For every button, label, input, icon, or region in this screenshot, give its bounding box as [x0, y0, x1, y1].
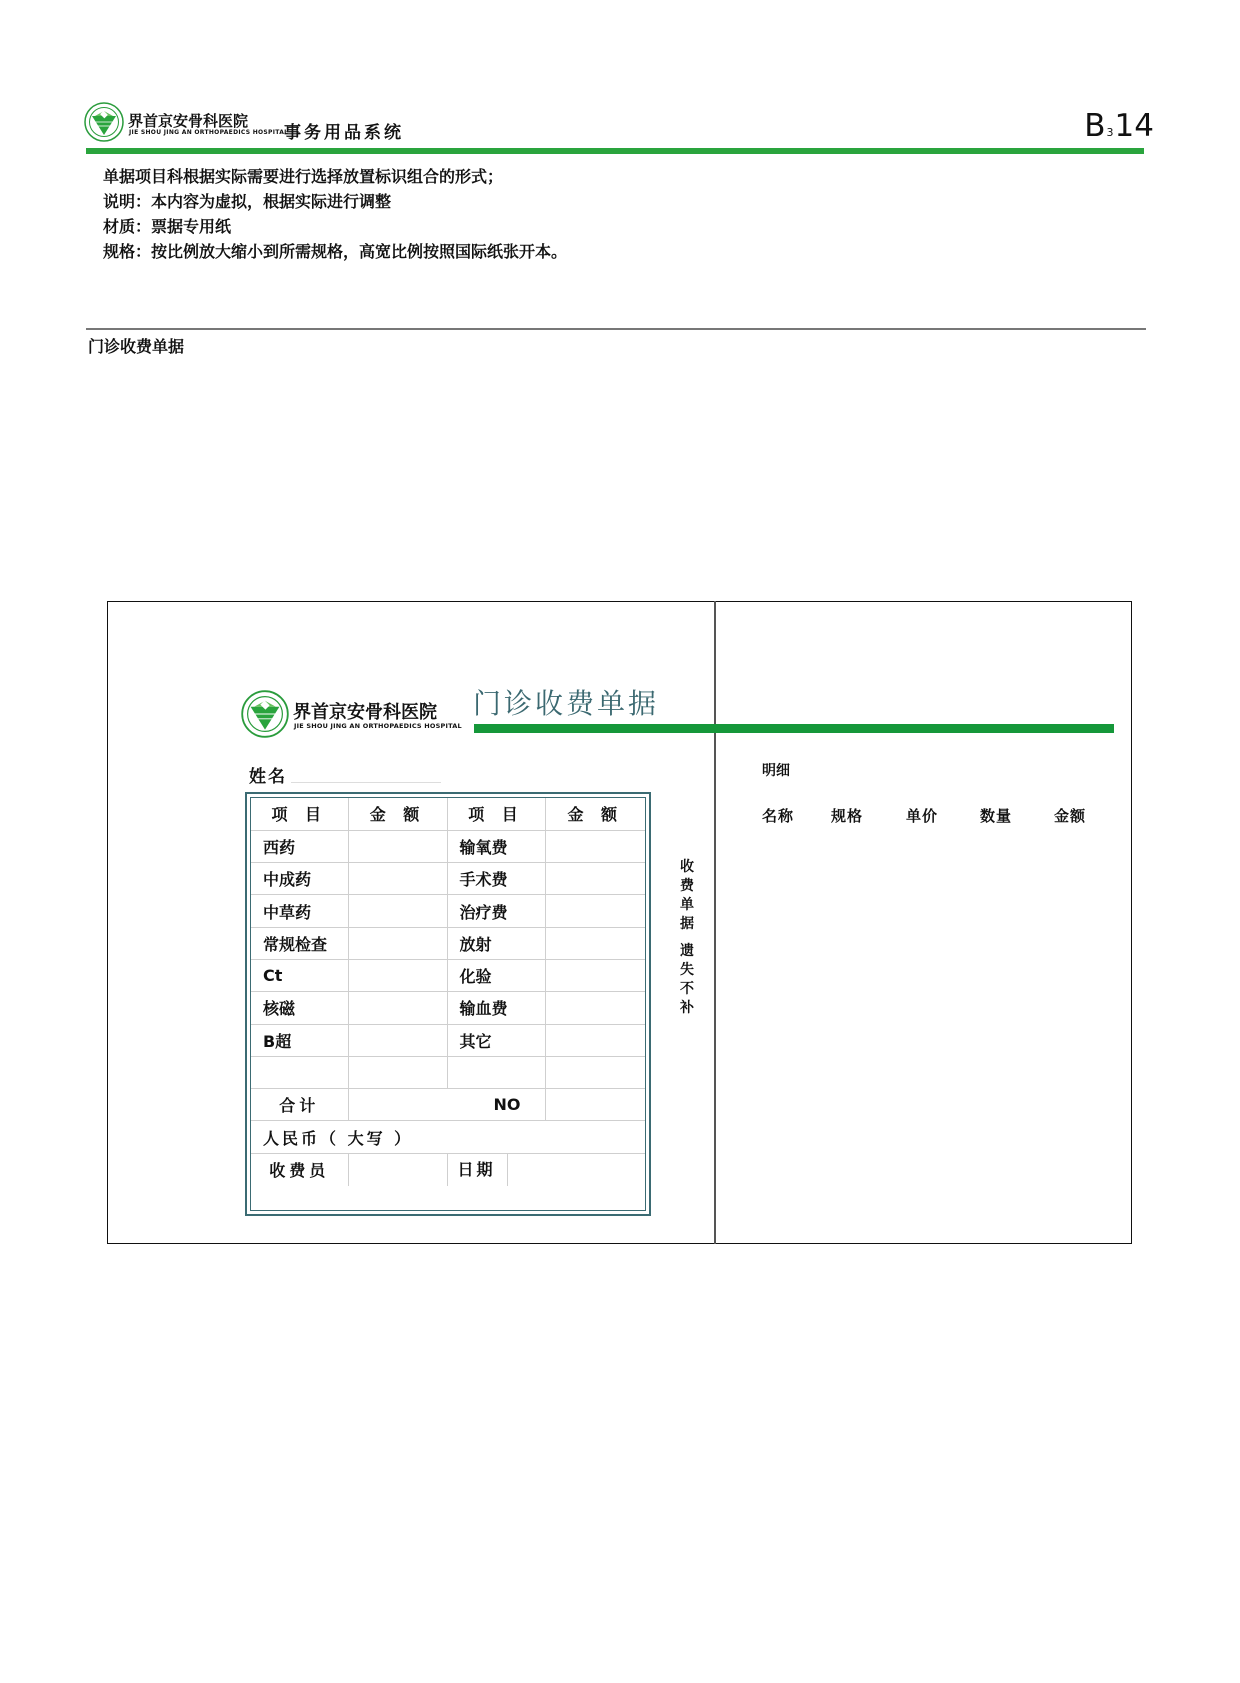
item-label: 核磁 [251, 992, 348, 1024]
table-row [251, 1024, 645, 1056]
detail-col-quantity: 数量 [980, 807, 1013, 825]
date-label: 日期 [448, 1154, 508, 1186]
hospital-name-en: JIE SHOU JING AN ORTHOPAEDICS HOSPITAL [129, 129, 289, 136]
name-field-line[interactable] [291, 782, 441, 783]
item-label: 西药 [251, 830, 348, 862]
section-divider [86, 328, 1146, 330]
amount-cell[interactable] [348, 1056, 447, 1088]
col-header-amount: 金 额 [545, 798, 645, 830]
detail-col-spec: 规格 [831, 807, 864, 825]
table-row-blank [251, 1056, 645, 1088]
table-row [251, 959, 645, 991]
page-code-number: 14 [1114, 108, 1154, 144]
section-title: 门诊收费单据 [88, 337, 185, 356]
item-label: 其它 [447, 1024, 545, 1056]
note-line: 规格：按比例放大缩小到所需规格，高宽比例按照国际纸张开本。 [103, 242, 568, 261]
note-line: 说明：本内容为虚拟，根据实际进行调整 [103, 192, 392, 211]
cashier-cell[interactable] [348, 1153, 447, 1186]
amount-cell[interactable] [545, 1056, 645, 1088]
form-title: 门诊收费单据 [473, 687, 660, 720]
page-code-sub: 3 [1106, 126, 1114, 139]
item-label: B超 [251, 1024, 348, 1056]
col-header-item: 项 目 [251, 798, 348, 830]
item-label: 化验 [447, 959, 545, 991]
amount-cell[interactable] [545, 830, 645, 862]
form-title-bar [474, 724, 1114, 733]
amount-cell[interactable] [545, 959, 645, 991]
side-note-char: 收 [680, 859, 694, 875]
header-accent-bar [86, 148, 1144, 154]
amount-cell[interactable] [545, 895, 645, 927]
detail-col-amount: 金额 [1054, 807, 1087, 825]
receipt-no-cell[interactable] [545, 1089, 645, 1121]
amount-cell[interactable] [545, 927, 645, 959]
amount-cell[interactable] [348, 992, 447, 1024]
side-note-char: 不 [680, 981, 694, 997]
amount-cell[interactable] [545, 1024, 645, 1056]
col-header-amount: 金 额 [348, 798, 447, 830]
detail-col-unit-price: 单价 [906, 807, 939, 825]
total-amount-cell[interactable] [348, 1089, 545, 1121]
amount-cell[interactable] [348, 927, 447, 959]
item-label: 输血费 [447, 992, 545, 1024]
side-note-char: 费 [680, 878, 694, 894]
item-label: 常规检查 [251, 927, 348, 959]
note-line: 单据项目科根据实际需要进行选择放置标识组合的形式； [103, 167, 504, 186]
form-hospital-name-en: JIE SHOU JING AN ORTHOPAEDICS HOSPITAL [294, 722, 462, 730]
table-row [251, 863, 645, 895]
total-row [251, 1089, 645, 1121]
side-note-char: 单 [680, 897, 694, 913]
item-label: 中草药 [251, 895, 348, 927]
rmb-row [251, 1121, 645, 1153]
side-note-char: 遗 [680, 943, 694, 959]
cashier-label: 收费员 [251, 1153, 348, 1186]
table-header-row [251, 798, 645, 830]
total-label: 合计 [251, 1089, 348, 1121]
amount-cell[interactable] [348, 830, 447, 862]
side-note-char: 失 [680, 962, 694, 978]
signature-row [251, 1153, 645, 1186]
amount-cell[interactable] [348, 1024, 447, 1056]
lost-not-reissued-note [677, 858, 697, 1018]
hospital-name-cn: 界首京安骨科医院 [128, 112, 249, 130]
amount-cell[interactable] [545, 863, 645, 895]
table-row [251, 895, 645, 927]
amount-cell[interactable] [348, 959, 447, 991]
item-label: 输氧费 [447, 830, 545, 862]
table-row [251, 830, 645, 862]
item-label: 放射 [447, 927, 545, 959]
date-cell[interactable] [447, 1153, 645, 1186]
side-note-gap [677, 934, 697, 942]
name-label: 姓名 [249, 767, 287, 787]
amount-cell[interactable] [348, 895, 447, 927]
side-note-char: 补 [680, 1000, 694, 1016]
table-row [251, 992, 645, 1024]
table-row [251, 927, 645, 959]
form-hospital-name-cn: 界首京安骨科医院 [293, 702, 437, 723]
note-line: 材质：票据专用纸 [103, 217, 232, 236]
item-label[interactable] [251, 1056, 348, 1088]
item-label: 手术费 [447, 863, 545, 895]
col-header-item: 项 目 [447, 798, 545, 830]
detail-title: 明细 [762, 763, 790, 779]
page-code [1084, 108, 1154, 144]
item-label: Ct [251, 959, 348, 991]
system-title: 事务用品系统 [284, 123, 404, 143]
amount-cell[interactable] [348, 863, 447, 895]
fee-table [251, 798, 645, 1186]
side-note-char: 据 [680, 916, 694, 932]
form-hospital-logo-icon [240, 690, 290, 738]
receipt-no-label: NO [493, 1095, 521, 1115]
item-label: 中成药 [251, 863, 348, 895]
receipt-stub-divider [714, 601, 716, 1244]
hospital-logo-icon [84, 102, 124, 142]
item-label: 治疗费 [447, 895, 545, 927]
detail-col-name: 名称 [762, 807, 795, 825]
page-code-prefix: B [1084, 108, 1106, 144]
rmb-uppercase-label[interactable]: 人民币（ 大写 ） [251, 1121, 645, 1153]
item-label[interactable] [447, 1056, 545, 1088]
amount-cell[interactable] [545, 992, 645, 1024]
